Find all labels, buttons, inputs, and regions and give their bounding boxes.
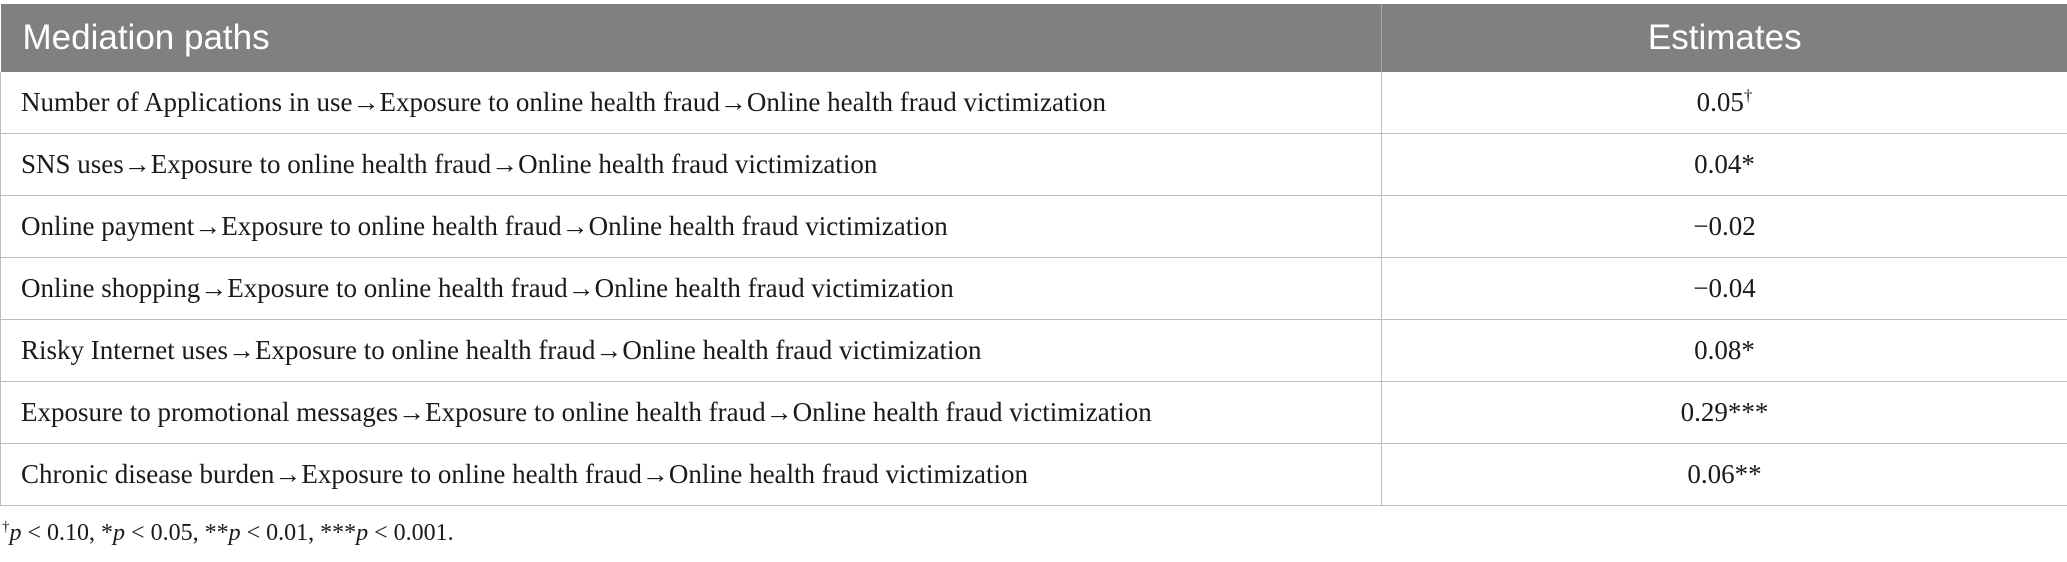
table-header-row [1, 4, 2067, 72]
footnote-p: p [228, 520, 241, 546]
header-estimates: Estimates [1382, 4, 2067, 72]
significance-footnote [2, 520, 454, 547]
footnote-dagger: † [2, 519, 10, 535]
estimate-cell [1382, 444, 2067, 506]
path-cell: Risky Internet uses→Exposure to online health fraud→Online health fraud victimization [1, 320, 1382, 382]
footnote-p: p [113, 520, 126, 546]
estimate-value: −0.04 [1693, 273, 1756, 303]
path-cell: Exposure to promotional messages→Exposure to online health fraud→Online health fraud victimization [1, 382, 1382, 444]
table-row [1, 382, 2067, 444]
estimate-cell [1382, 258, 2067, 320]
path-cell: Number of Applications in use→Exposure to online health fraud→Online health fraud victimization [1, 72, 1382, 134]
estimate-value: 0.06** [1687, 459, 1762, 489]
table-row [1, 72, 2067, 134]
header-mediation-paths: Mediation paths [1, 4, 1382, 72]
path-cell: Online shopping→Exposure to online health fraud→Online health fraud victimization [1, 258, 1382, 320]
path-cell: Online payment→Exposure to online health fraud→Online health fraud victimization [1, 196, 1382, 258]
footnote-text-3: < 0.01, *** [240, 520, 357, 546]
path-cell: Chronic disease burden→Exposure to online health fraud→Online health fraud victimization [1, 444, 1382, 506]
footnote-p: p [356, 520, 369, 546]
footnote-text-4: < 0.001. [368, 520, 454, 546]
estimate-cell [1382, 72, 2067, 134]
footnote-p: p [9, 520, 22, 546]
path-cell: SNS uses→Exposure to online health fraud→Online health fraud victimization [1, 134, 1382, 196]
estimate-value: 0.05 [1696, 87, 1744, 117]
estimate-value: 0.08* [1694, 335, 1755, 365]
estimate-value: 0.29*** [1680, 397, 1769, 427]
estimate-cell [1382, 134, 2067, 196]
table-row [1, 196, 2067, 258]
estimate-value: 0.04* [1694, 149, 1755, 179]
estimate-cell [1382, 382, 2067, 444]
table-row [1, 134, 2067, 196]
mediation-table [0, 4, 2067, 506]
table-row [1, 258, 2067, 320]
estimate-cell [1382, 320, 2067, 382]
footnote-text-2: < 0.05, ** [125, 520, 229, 546]
mediation-table-container [0, 4, 2067, 506]
table-row [1, 444, 2067, 506]
estimate-cell [1382, 196, 2067, 258]
table-row [1, 320, 2067, 382]
footnote-text-1: < 0.10, * [21, 520, 114, 546]
estimate-value: −0.02 [1693, 211, 1756, 241]
dagger-marker: † [1743, 86, 1753, 105]
